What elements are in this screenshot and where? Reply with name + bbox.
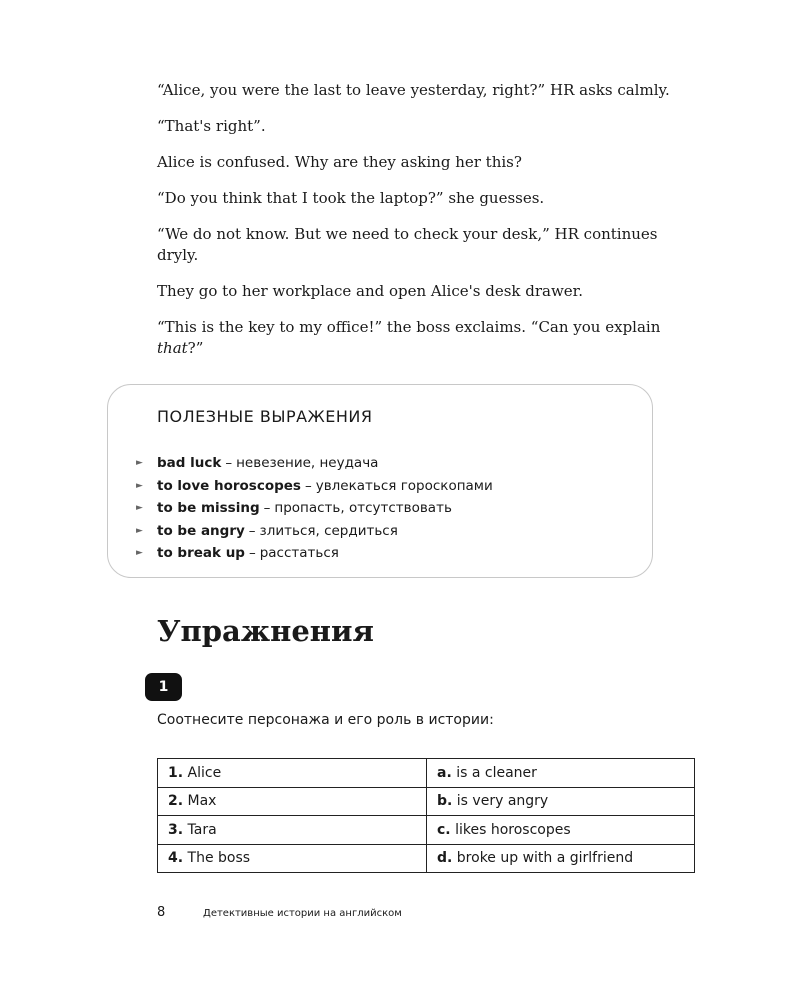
item-number: 2. — [168, 793, 184, 810]
phrase-translation: невезение, неудача — [236, 455, 379, 472]
phrase-dash: – — [248, 522, 256, 539]
character-cell — [158, 787, 427, 816]
exercise-instruction: Соотнесите персонажа и его роль в истории: — [157, 712, 494, 728]
phrase-term: to love horoscopes — [157, 477, 301, 494]
role-text: is a cleaner — [456, 764, 537, 781]
phrase-dash: – — [304, 477, 312, 494]
phrase-item — [136, 497, 493, 520]
story-paragraph-4: “Do you think that I took the laptop?” she guesses. — [157, 189, 545, 207]
story-paragraph-6: They go to her workplace and open Alice's desk drawer. — [157, 282, 583, 300]
story-paragraph-7 — [157, 317, 697, 359]
role-text: broke up with a girlfriend — [456, 850, 634, 867]
story-paragraph-3: Alice is confused. Why are they asking her this? — [157, 153, 522, 171]
useful-phrases-box — [107, 384, 653, 578]
item-letter: a. — [437, 764, 452, 781]
role-cell — [427, 787, 695, 816]
character-name: The boss — [187, 850, 251, 867]
page-footer — [157, 905, 402, 920]
phrase-term: to be missing — [157, 500, 260, 517]
item-number: 3. — [168, 821, 184, 838]
matching-table — [157, 758, 695, 873]
table-row — [158, 816, 695, 845]
role-cell — [427, 844, 695, 873]
exercises-heading: Упражнения — [157, 614, 374, 648]
character-name: Tara — [187, 821, 217, 838]
paragraph-text: ?” — [187, 339, 204, 357]
phrase-item — [136, 520, 493, 543]
paragraph-text: “This is the key to my office!” the boss exclaims. “Can you explain — [157, 318, 661, 336]
phrase-item — [136, 452, 493, 475]
phrase-term: to be angry — [157, 522, 245, 539]
role-cell — [427, 759, 695, 788]
exercise-number-badge: 1 — [145, 673, 182, 701]
item-letter: c. — [437, 821, 451, 838]
phrase-translation: пропасть, отсутствовать — [274, 500, 452, 517]
phrase-translation: увлекаться гороскопами — [315, 477, 493, 494]
story-text — [157, 80, 697, 359]
item-number: 1. — [168, 764, 184, 781]
bullet-arrow-icon: ► — [136, 503, 143, 514]
bullet-arrow-icon: ► — [136, 458, 143, 469]
emphasized-word: that — [157, 339, 188, 357]
role-text: likes horoscopes — [455, 821, 571, 838]
bullet-arrow-icon: ► — [136, 548, 143, 559]
useful-phrases-title: ПОЛЕЗНЫЕ ВЫРАЖЕНИЯ — [157, 407, 373, 426]
table-row — [158, 844, 695, 873]
bullet-arrow-icon: ► — [136, 525, 143, 536]
character-name: Max — [187, 793, 217, 810]
character-cell — [158, 816, 427, 845]
item-number: 4. — [168, 850, 184, 867]
page-number: 8 — [157, 905, 166, 920]
role-text: is very angry — [456, 793, 549, 810]
table-row — [158, 787, 695, 816]
story-paragraph-1: “Alice, you were the last to leave yesterday, right?” HR asks calmly. — [157, 81, 670, 99]
phrase-translation: злиться, сердиться — [259, 522, 398, 539]
phrase-translation: расстаться — [259, 545, 339, 562]
phrase-term: bad luck — [157, 455, 222, 472]
story-paragraph-5: “We do not know. But we need to check your desk,” HR continues dryly. — [157, 225, 658, 264]
character-cell — [158, 844, 427, 873]
item-letter: d. — [437, 850, 453, 867]
table-row — [158, 759, 695, 788]
character-cell — [158, 759, 427, 788]
character-name: Alice — [187, 764, 222, 781]
phrase-item — [136, 475, 493, 498]
story-paragraph-2: “That's right”. — [157, 117, 266, 135]
phrase-dash: – — [263, 500, 271, 517]
useful-phrases-list — [136, 452, 493, 565]
role-cell — [427, 816, 695, 845]
phrase-dash: – — [225, 455, 233, 472]
book-title: Детективные истории на английском — [203, 908, 402, 919]
phrase-term: to break up — [157, 545, 245, 562]
phrase-dash: – — [248, 545, 256, 562]
bullet-arrow-icon: ► — [136, 480, 143, 491]
phrase-item — [136, 542, 493, 565]
item-letter: b. — [437, 793, 453, 810]
